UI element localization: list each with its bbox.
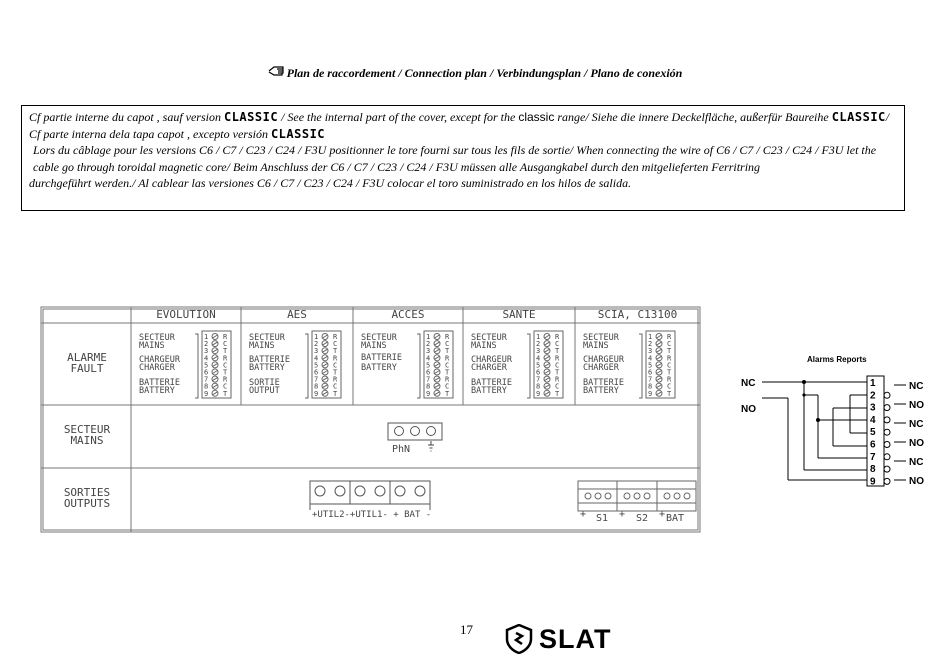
terminal-number: 1	[536, 333, 541, 341]
terminal-letter: T	[223, 347, 228, 356]
terminal-letter: C	[223, 340, 228, 349]
group-label: BATTERIE	[249, 355, 290, 365]
page-number: 17	[460, 622, 473, 637]
terminal-slot	[545, 342, 550, 345]
terminal-number: 8	[426, 382, 431, 391]
terminal-number: 5	[536, 361, 541, 370]
alarm-terminal-screw	[884, 405, 890, 411]
terminal-number: 6	[426, 368, 431, 377]
alarm-terminal-numbers	[870, 378, 876, 487]
group-label: SECTEUR	[249, 333, 285, 343]
terminal-letter: T	[223, 368, 228, 377]
terminal-letter: R	[555, 354, 560, 363]
row-label-mains: SECTEUR	[63, 423, 111, 436]
terminal-slot	[657, 385, 662, 388]
bracket	[417, 334, 420, 398]
terminal-slot	[545, 335, 550, 338]
alarms-wiring	[762, 376, 884, 486]
terminal-letter: C	[555, 382, 560, 391]
alarm-terminal-number: 5	[870, 427, 876, 439]
group-label: SORTIE	[249, 378, 280, 388]
terminal-letter: R	[223, 354, 228, 363]
terminal-slot	[323, 356, 328, 359]
terminal-slot	[657, 392, 662, 395]
alarm-right-label: NO	[909, 476, 924, 487]
terminal-letter: C	[223, 382, 228, 391]
group-label: SECTEUR	[583, 333, 619, 343]
scia-label: S1	[596, 513, 609, 524]
terminal-slot	[435, 392, 440, 395]
note-text-1c: classic	[518, 110, 555, 124]
terminal-slot	[213, 392, 218, 395]
terminal-letter: R	[667, 333, 672, 341]
terminal-letter: C	[445, 361, 450, 370]
classic-word: CLASSIC	[831, 110, 886, 124]
terminal-group	[471, 331, 563, 398]
group-label: SECTEUR	[139, 333, 175, 343]
terminal-number: 2	[648, 340, 653, 349]
terminal-slot	[657, 335, 662, 338]
terminal-number: 7	[314, 375, 319, 384]
terminal-letter: T	[445, 389, 450, 398]
terminal-number: 2	[426, 340, 431, 349]
group-label: MAINS	[583, 341, 609, 351]
alarm-terminal-number: 3	[870, 402, 876, 414]
page-title-text: Plan de raccordement / Connection plan / Verbindungsplan / Plano de conexión	[286, 66, 683, 80]
classic-word: CLASSIC	[223, 110, 279, 124]
scia-label: S2	[636, 513, 649, 524]
group-label: BATTERIE	[139, 378, 180, 388]
terminal-slot	[545, 363, 550, 366]
terminal-letter: R	[667, 354, 672, 363]
alarms-junctions	[802, 380, 820, 422]
group-label: MAINS	[361, 341, 387, 351]
group-label: OUTPUT	[249, 386, 280, 396]
terminal-number: 7	[648, 375, 653, 384]
terminal-slot	[323, 363, 328, 366]
terminal-slot	[545, 349, 550, 352]
terminal-letter: T	[445, 368, 450, 377]
terminal-number: 3	[426, 347, 431, 356]
terminal-letter: R	[555, 333, 560, 341]
scia-plus: +	[619, 509, 626, 520]
terminal-number: 9	[648, 389, 653, 398]
terminal-number: 6	[648, 368, 653, 377]
terminal-slot	[323, 392, 328, 395]
terminal-slot	[213, 335, 218, 338]
alarm-terminal-number: 1	[870, 378, 876, 389]
terminal-number: 1	[314, 333, 319, 341]
terminal-number: 8	[314, 382, 319, 391]
bracket	[527, 334, 530, 398]
terminal-number: 4	[536, 354, 541, 363]
column-header: SANTE	[502, 308, 536, 321]
alarm-terminal-number: 7	[870, 451, 876, 463]
terminal-number: 2	[536, 340, 541, 349]
column-header: SCIA, C13100	[597, 308, 678, 321]
terminal-number: 1	[648, 333, 653, 341]
terminal-slot	[545, 392, 550, 395]
group-label: BATTERY	[583, 386, 619, 396]
terminal-slot	[435, 378, 440, 381]
terminal-letter: C	[667, 361, 672, 370]
alarm-left-label: NC	[741, 378, 756, 389]
terminal-number: 9	[426, 389, 431, 398]
terminal-letter: T	[555, 347, 560, 356]
terminal-slot	[657, 356, 662, 359]
terminal-number: 7	[426, 375, 431, 384]
alarm-right-label: NC	[909, 457, 924, 468]
terminal-number: 5	[426, 361, 431, 370]
terminal-slot	[545, 385, 550, 388]
terminal-slot	[323, 378, 328, 381]
terminal-letter: R	[667, 375, 672, 384]
group-label: BATTERY	[249, 363, 285, 373]
terminal-number: 6	[536, 368, 541, 377]
terminal-letter: R	[333, 354, 338, 363]
bracket	[305, 334, 308, 398]
terminal-letter: C	[333, 382, 338, 391]
terminal-slot	[213, 349, 218, 352]
bracket	[195, 334, 198, 398]
group-label: BATTERY	[471, 386, 507, 396]
terminal-letter: T	[333, 347, 338, 356]
classic-word: CLASSIC	[270, 126, 326, 141]
terminal-slot	[545, 356, 550, 359]
alarm-terminal-screw	[884, 442, 890, 448]
terminal-letter: R	[333, 333, 338, 341]
terminal-number: 1	[204, 333, 209, 341]
terminal-number: 4	[204, 354, 209, 363]
alarm-terminal-screw	[884, 466, 890, 472]
terminal-slot	[657, 349, 662, 352]
terminal-letter: R	[223, 375, 228, 384]
terminal-letter: R	[445, 354, 450, 363]
alarm-terminal-number: 8	[870, 464, 876, 476]
group-label: BATTERY	[139, 386, 175, 396]
group-label: BATTERIE	[361, 353, 402, 363]
terminal-number: 5	[648, 361, 653, 370]
alarm-left-label: NO	[741, 404, 756, 415]
alarm-terminal-number: 4	[870, 414, 876, 426]
terminal-slot	[435, 356, 440, 359]
group-label: CHARGEUR	[139, 355, 180, 365]
group-label: BATTERY	[361, 363, 397, 373]
alarm-terminal-number: 9	[870, 476, 876, 488]
terminal-letter: C	[445, 382, 450, 391]
column-header: AES	[287, 308, 307, 321]
terminal-number: 9	[536, 389, 541, 398]
terminal-letter: C	[445, 340, 450, 349]
terminal-slot	[657, 371, 662, 374]
terminal-slot	[435, 335, 440, 338]
alarm-right-label: NO	[909, 438, 924, 449]
mains-terminal-label: PhN	[392, 444, 411, 455]
group-label: MAINS	[139, 341, 165, 351]
alarms-reports-title: Alarms Reports	[807, 355, 867, 364]
note-paragraph-3: durchgeführt werden./ Al cablear las versiones C6 / C7 / C23 / C24 / F3U colocar el toro suministrado en los hilos de salida.	[29, 176, 632, 190]
terminal-letter: R	[445, 375, 450, 384]
terminal-number: 7	[204, 375, 209, 384]
terminal-number: 8	[648, 382, 653, 391]
terminal-slot	[323, 371, 328, 374]
alarm-terminal-groups	[139, 331, 675, 398]
terminal-letter: C	[667, 340, 672, 349]
terminal-group	[139, 331, 231, 398]
terminal-slot	[323, 342, 328, 345]
note-text-1b: / See the internal part of the cover, except for the	[278, 110, 519, 124]
terminal-slot	[213, 371, 218, 374]
group-label: CHARGEUR	[471, 355, 512, 365]
terminal-number: 5	[204, 361, 209, 370]
terminal-number: 8	[204, 382, 209, 391]
terminal-group	[583, 331, 675, 398]
terminal-number: 8	[536, 382, 541, 391]
terminal-letter: R	[445, 333, 450, 341]
alarm-terminal-screw	[884, 417, 890, 423]
row-label-mains: MAINS	[70, 434, 104, 447]
alarm-terminal-number: 6	[870, 439, 876, 451]
alarm-right-label: NO	[909, 400, 924, 411]
terminal-number: 5	[314, 361, 319, 370]
terminal-letter: C	[333, 361, 338, 370]
brand-logo	[505, 624, 612, 654]
group-label: SECTEUR	[361, 333, 397, 343]
terminal-number: 3	[204, 347, 209, 356]
note-text-1d: range/ Siehe die innere Deckelfläche, außerfür Baureihe	[554, 110, 832, 124]
terminal-slot	[657, 342, 662, 345]
terminal-slot	[213, 378, 218, 381]
alarm-left-labels	[741, 378, 756, 415]
column-headers	[156, 308, 677, 321]
terminal-letter: R	[555, 375, 560, 384]
terminal-number: 9	[204, 389, 209, 398]
terminal-slot	[213, 356, 218, 359]
terminal-number: 3	[314, 347, 319, 356]
alarm-terminal-screw	[884, 392, 890, 398]
terminal-group	[249, 331, 341, 398]
terminal-slot	[213, 363, 218, 366]
row-label-outputs: OUTPUTS	[63, 497, 111, 510]
terminal-slot	[435, 385, 440, 388]
brand-name: SLAT	[539, 623, 612, 654]
terminal-number: 2	[314, 340, 319, 349]
row-label-alarm: ALARME	[67, 351, 107, 364]
terminal-letter: T	[445, 347, 450, 356]
alarm-terminal-screw	[884, 478, 890, 484]
terminal-slot	[323, 385, 328, 388]
column-header: EVOLUTION	[156, 308, 216, 321]
terminal-letter: C	[223, 361, 228, 370]
note-text-1a: Cf partie interne du capot , sauf version	[29, 110, 224, 124]
terminal-number: 9	[314, 389, 319, 398]
alarm-terminal-number: 2	[870, 390, 876, 402]
outputs-terminal-label: +UTIL2-+UTIL1- + BAT -	[312, 510, 432, 520]
terminal-number: 7	[536, 375, 541, 384]
terminal-slot	[435, 349, 440, 352]
row-label-outputs: SORTIES	[63, 486, 111, 499]
group-label: SECTEUR	[471, 333, 507, 343]
outputs-terminal	[310, 481, 430, 510]
slat-shield-icon	[505, 624, 533, 654]
terminal-slot	[657, 378, 662, 381]
terminal-number: 4	[648, 354, 653, 363]
note-text-1e: / Cf parte interna dela tapa capot , excepto versión	[29, 110, 890, 141]
terminal-slot	[323, 335, 328, 338]
terminal-slot	[545, 371, 550, 374]
alarm-right-label: NC	[909, 381, 924, 392]
scia-plus: +	[580, 509, 587, 520]
terminal-slot	[545, 378, 550, 381]
group-label: BATTERIE	[471, 378, 512, 388]
scia-outputs-terminal	[578, 481, 696, 511]
terminal-letter: C	[667, 382, 672, 391]
terminal-letter: T	[667, 389, 672, 398]
row-labels	[64, 351, 111, 510]
group-label: CHARGER	[471, 363, 507, 373]
scia-label: BAT	[666, 513, 685, 524]
note-paragraph-2: Lors du câblage pour les versions C6 / C7 / C23 / C24 / F3U positionner le tore fourni sur tous les fils de sortie/ When connecting the wire of C6 / C7 / C23 / C24 / F3U let the cable go through toroidal magnetic core/ Beim Anschluss der C6 / C7 / C23 / C24 / F3U müssen alle Ausgangkabel durch den mitgelieferten Ferritring	[33, 143, 877, 174]
terminal-number: 1	[426, 333, 431, 341]
alarm-terminal-screw	[884, 454, 890, 460]
terminal-number: 4	[314, 354, 319, 363]
alarm-right-label: NC	[909, 419, 924, 430]
terminal-number: 3	[536, 347, 541, 356]
terminal-letter: T	[333, 368, 338, 377]
terminal-slot	[657, 363, 662, 366]
terminal-slot	[213, 342, 218, 345]
terminal-letter: T	[555, 368, 560, 377]
terminal-letter: R	[223, 333, 228, 341]
group-label: MAINS	[471, 341, 497, 351]
terminal-letter: T	[223, 389, 228, 398]
terminal-letter: C	[333, 340, 338, 349]
alarm-terminal-screw	[884, 429, 890, 435]
terminal-slot	[435, 363, 440, 366]
group-label: CHARGER	[139, 363, 175, 373]
terminal-letter: T	[667, 368, 672, 377]
alarm-right-labels	[894, 381, 924, 487]
bracket	[639, 334, 642, 398]
terminal-letter: T	[555, 389, 560, 398]
terminal-slot	[435, 371, 440, 374]
row-label-alarm: FAULT	[70, 362, 104, 375]
terminal-number: 3	[648, 347, 653, 356]
terminal-slot	[213, 385, 218, 388]
terminal-group	[361, 331, 453, 398]
group-label: CHARGER	[583, 363, 619, 373]
terminal-letter: C	[555, 361, 560, 370]
terminal-letter: C	[555, 340, 560, 349]
group-label: CHARGEUR	[583, 355, 624, 365]
terminal-letter: T	[333, 389, 338, 398]
terminal-slot	[435, 342, 440, 345]
terminal-number: 6	[204, 368, 209, 377]
terminal-number: 4	[426, 354, 431, 363]
terminal-letter: T	[667, 347, 672, 356]
scia-plus: +	[659, 509, 666, 520]
terminal-slot	[323, 349, 328, 352]
terminal-number: 2	[204, 340, 209, 349]
group-label: BATTERIE	[583, 378, 624, 388]
group-label: MAINS	[249, 341, 275, 351]
terminal-number: 6	[314, 368, 319, 377]
terminal-letter: R	[333, 375, 338, 384]
column-header: ACCES	[391, 308, 425, 321]
